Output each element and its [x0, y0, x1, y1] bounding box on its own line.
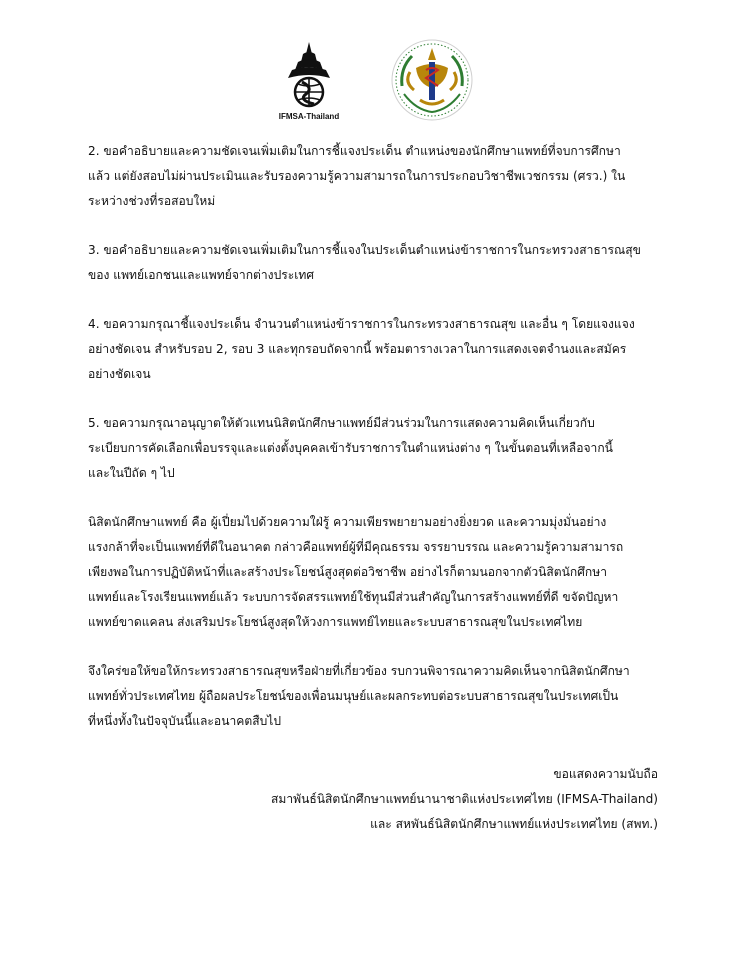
paragraph-request [88, 659, 668, 734]
text-line: ของ แพทย์เอกชนและแพทย์จากต่างประเทศ [88, 268, 315, 282]
paragraph-item-5 [88, 411, 668, 486]
text-line: ระเบียบการคัดเลือกเพื่อบรรจุและแต่งตั้งบุคคลเข้ารับราชการในตำแหน่งต่าง ๆ ในขั้นตอนที่เหลือจากนี้ [88, 441, 613, 455]
text-line: อย่างชัดเจน สำหรับรอบ 2, รอบ 3 และทุกรอบถัดจากนี้ พร้อมตารางเวลาในการแสดงเจตจำนงและสมัคร [88, 342, 627, 356]
letter-closing [271, 762, 658, 837]
text-line: นิสิตนักศึกษาแพทย์ คือ ผู้เปี่ยมไปด้วยความใฝ่รู้ ความเพียรพยายามอย่างยิ่งยวด และความมุ่งมั่นอย่าง [88, 515, 607, 529]
closing-regards: ขอแสดงความนับถือ [553, 767, 658, 781]
ifmsa-logo-caption: IFMSA-Thailand [278, 112, 340, 121]
text-line: ระหว่างช่วงที่รอสอบใหม่ [88, 194, 216, 208]
medical-council-seal-icon [390, 38, 474, 122]
text-line: แพทย์ทั่วประเทศไทย ผู้ถือผลประโยชน์ของเพื่อนมนุษย์และผลกระทบต่อระบบสาธารณสุขในประเทศเป็น [88, 689, 619, 703]
paragraph-item-2 [88, 139, 668, 214]
text-line: จึงใคร่ขอให้ขอให้กระทรวงสาธารณสุขหรือฝ่ายที่เกี่ยวข้อง รบกวนพิจารณาความคิดเห็นจากนิสิตนักศึกษา [88, 664, 630, 678]
text-line: แพทย์และโรงเรียนแพทย์แล้ว ระบบการจัดสรรแพทย์ใช้ทุนมีส่วนสำคัญในการสร้างแพทย์ที่ดี ขจัดปัญหา [88, 590, 619, 604]
text-line: 2. ขอคำอธิบายและความชัดเจนเพิ่มเติมในการชี้แจงประเด็น ตำแหน่งของนักศึกษาแพทย์ที่จบการศึกษา [88, 144, 621, 158]
letter-body [88, 139, 668, 758]
text-line: 5. ขอความกรุณาอนุญาตให้ตัวแทนนิสิตนักศึกษาแพทย์มีส่วนร่วมในการแสดงความคิดเห็นเกี่ยวกับ [88, 416, 595, 430]
paragraph-medical-students [88, 510, 668, 635]
header-logos [0, 38, 742, 128]
medical-council-seal [390, 38, 474, 122]
text-line: แพทย์ขาดแคลน ส่งเสริมประโยชน์สูงสุดให้วงการแพทย์ไทยและระบบสาธารณสุขในประเทศไทย [88, 615, 583, 629]
text-line: ที่หนึ่งทั้งในปัจจุบันนี้และอนาคตสืบไป [88, 714, 282, 728]
closing-org-spt: และ สหพันธ์นิสิตนักศึกษาแพทย์แห่งประเทศไทย (สพท.) [370, 817, 658, 831]
text-line: แล้ว แต่ยังสอบไม่ผ่านประเมินและรับรองความรู้ความสามารถในการประกอบวิชาชีพเวชกรรม (ศรว.) ใน [88, 169, 626, 183]
paragraph-item-4 [88, 312, 668, 387]
text-line: อย่างชัดเจน [88, 367, 151, 381]
text-line: เพียงพอในการปฏิบัติหน้าที่และสร้างประโยชน์สูงสุดต่อวิชาชีพ อย่างไรก็ตามนอกจากตัวนิสิตนักศึกษา [88, 565, 608, 579]
ifmsa-thailand-logo [276, 40, 342, 124]
text-line: 3. ขอคำอธิบายและความชัดเจนเพิ่มเติมในการชี้แจงในประเด็นตำแหน่งข้าราชการในกระทรวงสาธารณสุข [88, 243, 641, 257]
ifmsa-thailand-emblem-icon [276, 40, 342, 112]
closing-org-ifmsa: สมาพันธ์นิสิตนักศึกษาแพทย์นานาชาติแห่งประเทศไทย (IFMSA-Thailand) [270, 792, 658, 806]
text-line: 4. ขอความกรุณาชี้แจงประเด็น จำนวนตำแหน่งข้าราชการในกระทรวงสาธารณสุข และอื่น ๆ โดยแจงแจง [88, 317, 635, 331]
paragraph-item-3 [88, 238, 668, 288]
text-line: และในปีถัด ๆ ไป [88, 466, 175, 480]
text-line: แรงกล้าที่จะเป็นแพทย์ที่ดีในอนาคต กล่าวคือแพทย์ผู้ที่มีคุณธรรม จรรยาบรรณ และความรู้ความสามารถ [88, 540, 624, 554]
